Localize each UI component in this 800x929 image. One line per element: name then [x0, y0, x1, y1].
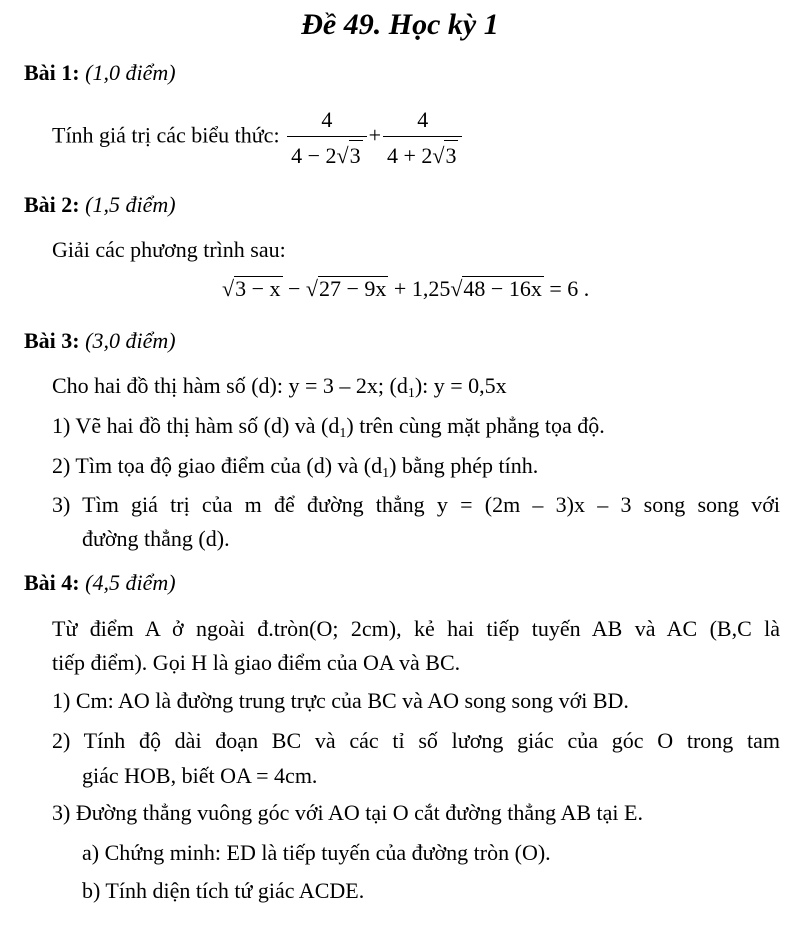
- bai4-qb: b) Tính diện tích tứ giác ACDE.: [82, 878, 365, 903]
- subscript: 1: [382, 466, 390, 481]
- bai3-q2: [52, 455, 538, 481]
- bai2-rad2: 27 − 9x: [319, 276, 387, 301]
- subscript: 1: [407, 386, 415, 401]
- bai2-heading: [24, 194, 176, 216]
- subscript: 1: [339, 426, 347, 441]
- bai4-q2-line1: 2) Tính độ dài đoạn BC và các tỉ số lương giác của góc O trong tam: [52, 728, 780, 753]
- bai1-frac1-num: 4: [321, 107, 333, 132]
- bai1-frac2-den-coef: 4 + 2: [386, 142, 433, 168]
- bai3-intro-text-end: ): y = 0,5x: [414, 373, 507, 398]
- bai3-q1: [52, 415, 605, 441]
- bai1-frac2-den-rad: 3: [444, 140, 458, 170]
- sqrt-symbol: √48 − 16x: [450, 276, 542, 301]
- bai3-q2-text: 2) Tìm tọa độ giao điểm của (d) và (d: [52, 453, 383, 478]
- bai1-score: (1,0 điểm): [85, 60, 176, 85]
- bai3-q2-text-end: ) bằng phép tính.: [389, 453, 539, 478]
- bai1-text: Tính giá trị các biểu thức:: [52, 122, 280, 148]
- bai4-intro-line1: Từ điểm A ở ngoài đ.tròn(O; 2cm), kẻ hai tiếp tuyến AB và AC (B,C là: [52, 616, 780, 641]
- bai1-frac2-den: [383, 136, 463, 170]
- bai2-rad3: 48 − 16x: [463, 276, 542, 301]
- bai1-fraction-2: [383, 106, 463, 169]
- bai4-q2-line2: giác HOB, biết OA = 4cm.: [82, 763, 318, 788]
- sqrt-symbol: √27 − 9x: [305, 276, 387, 301]
- bai2-rad1: 3 − x: [235, 276, 281, 301]
- bai1-label: Bài 1:: [24, 60, 80, 85]
- bai4-intro-line2: tiếp điểm). Gọi H là giao điểm của OA và BC.: [52, 650, 461, 675]
- bai3-q3-line1: 3) Tìm giá trị của m để đường thẳng y = (2m – 3)x – 3 song song với: [52, 492, 780, 517]
- bai1-frac1-den: [287, 136, 367, 170]
- bai3-q1-text-end: ) trên cùng mặt phẳng tọa độ.: [346, 413, 605, 438]
- bai4-qa: a) Chứng minh: ED là tiếp tuyến của đường tròn (O).: [82, 840, 551, 865]
- sqrt-symbol: √3: [336, 140, 362, 170]
- bai1-frac1-den-coef: 4 − 2: [291, 142, 337, 168]
- bai3-intro-text: Cho hai đồ thị hàm số (d): y = 3 – 2x; (d: [52, 373, 408, 398]
- bai3-heading: [24, 330, 176, 352]
- bai2-minus: −: [282, 276, 306, 301]
- bai3-score: (3,0 điểm): [85, 328, 176, 353]
- bai1-expression: [52, 106, 464, 169]
- bai4-heading: [24, 572, 176, 594]
- bai2-plus-coef: + 1,25: [388, 276, 451, 301]
- page-title: Đề 49. Học kỳ 1: [301, 8, 499, 41]
- bai1-frac1-den-rad: 3: [349, 140, 363, 170]
- bai2-label: Bài 2:: [24, 192, 80, 217]
- bai2-text: Giải các phương trình sau:: [52, 237, 286, 262]
- sqrt-symbol: √3: [432, 140, 458, 170]
- bai2-score: (1,5 điểm): [85, 192, 176, 217]
- bai1-plus: +: [368, 122, 381, 148]
- bai2-equation: [222, 276, 589, 300]
- bai1-fraction-1: [287, 106, 367, 169]
- bai4-label: Bài 4:: [24, 570, 80, 595]
- bai4-q1: 1) Cm: AO là đường trung trực của BC và AO song song với BD.: [52, 688, 629, 713]
- bai3-q3-line2: đường thẳng (d).: [82, 526, 230, 551]
- bai3-intro: [52, 375, 507, 401]
- bai2-equals: = 6 .: [543, 276, 590, 301]
- bai1-frac2-num: 4: [417, 107, 429, 132]
- bai1-heading: [24, 62, 176, 84]
- bai3-label: Bài 3:: [24, 328, 80, 353]
- bai4-score: (4,5 điểm): [85, 570, 176, 595]
- bai3-q1-text: 1) Vẽ hai đồ thị hàm số (d) và (d: [52, 413, 340, 438]
- bai4-q3: 3) Đường thẳng vuông góc với AO tại O cắt đường thẳng AB tại E.: [52, 800, 643, 825]
- sqrt-symbol: √3 − x: [222, 276, 281, 301]
